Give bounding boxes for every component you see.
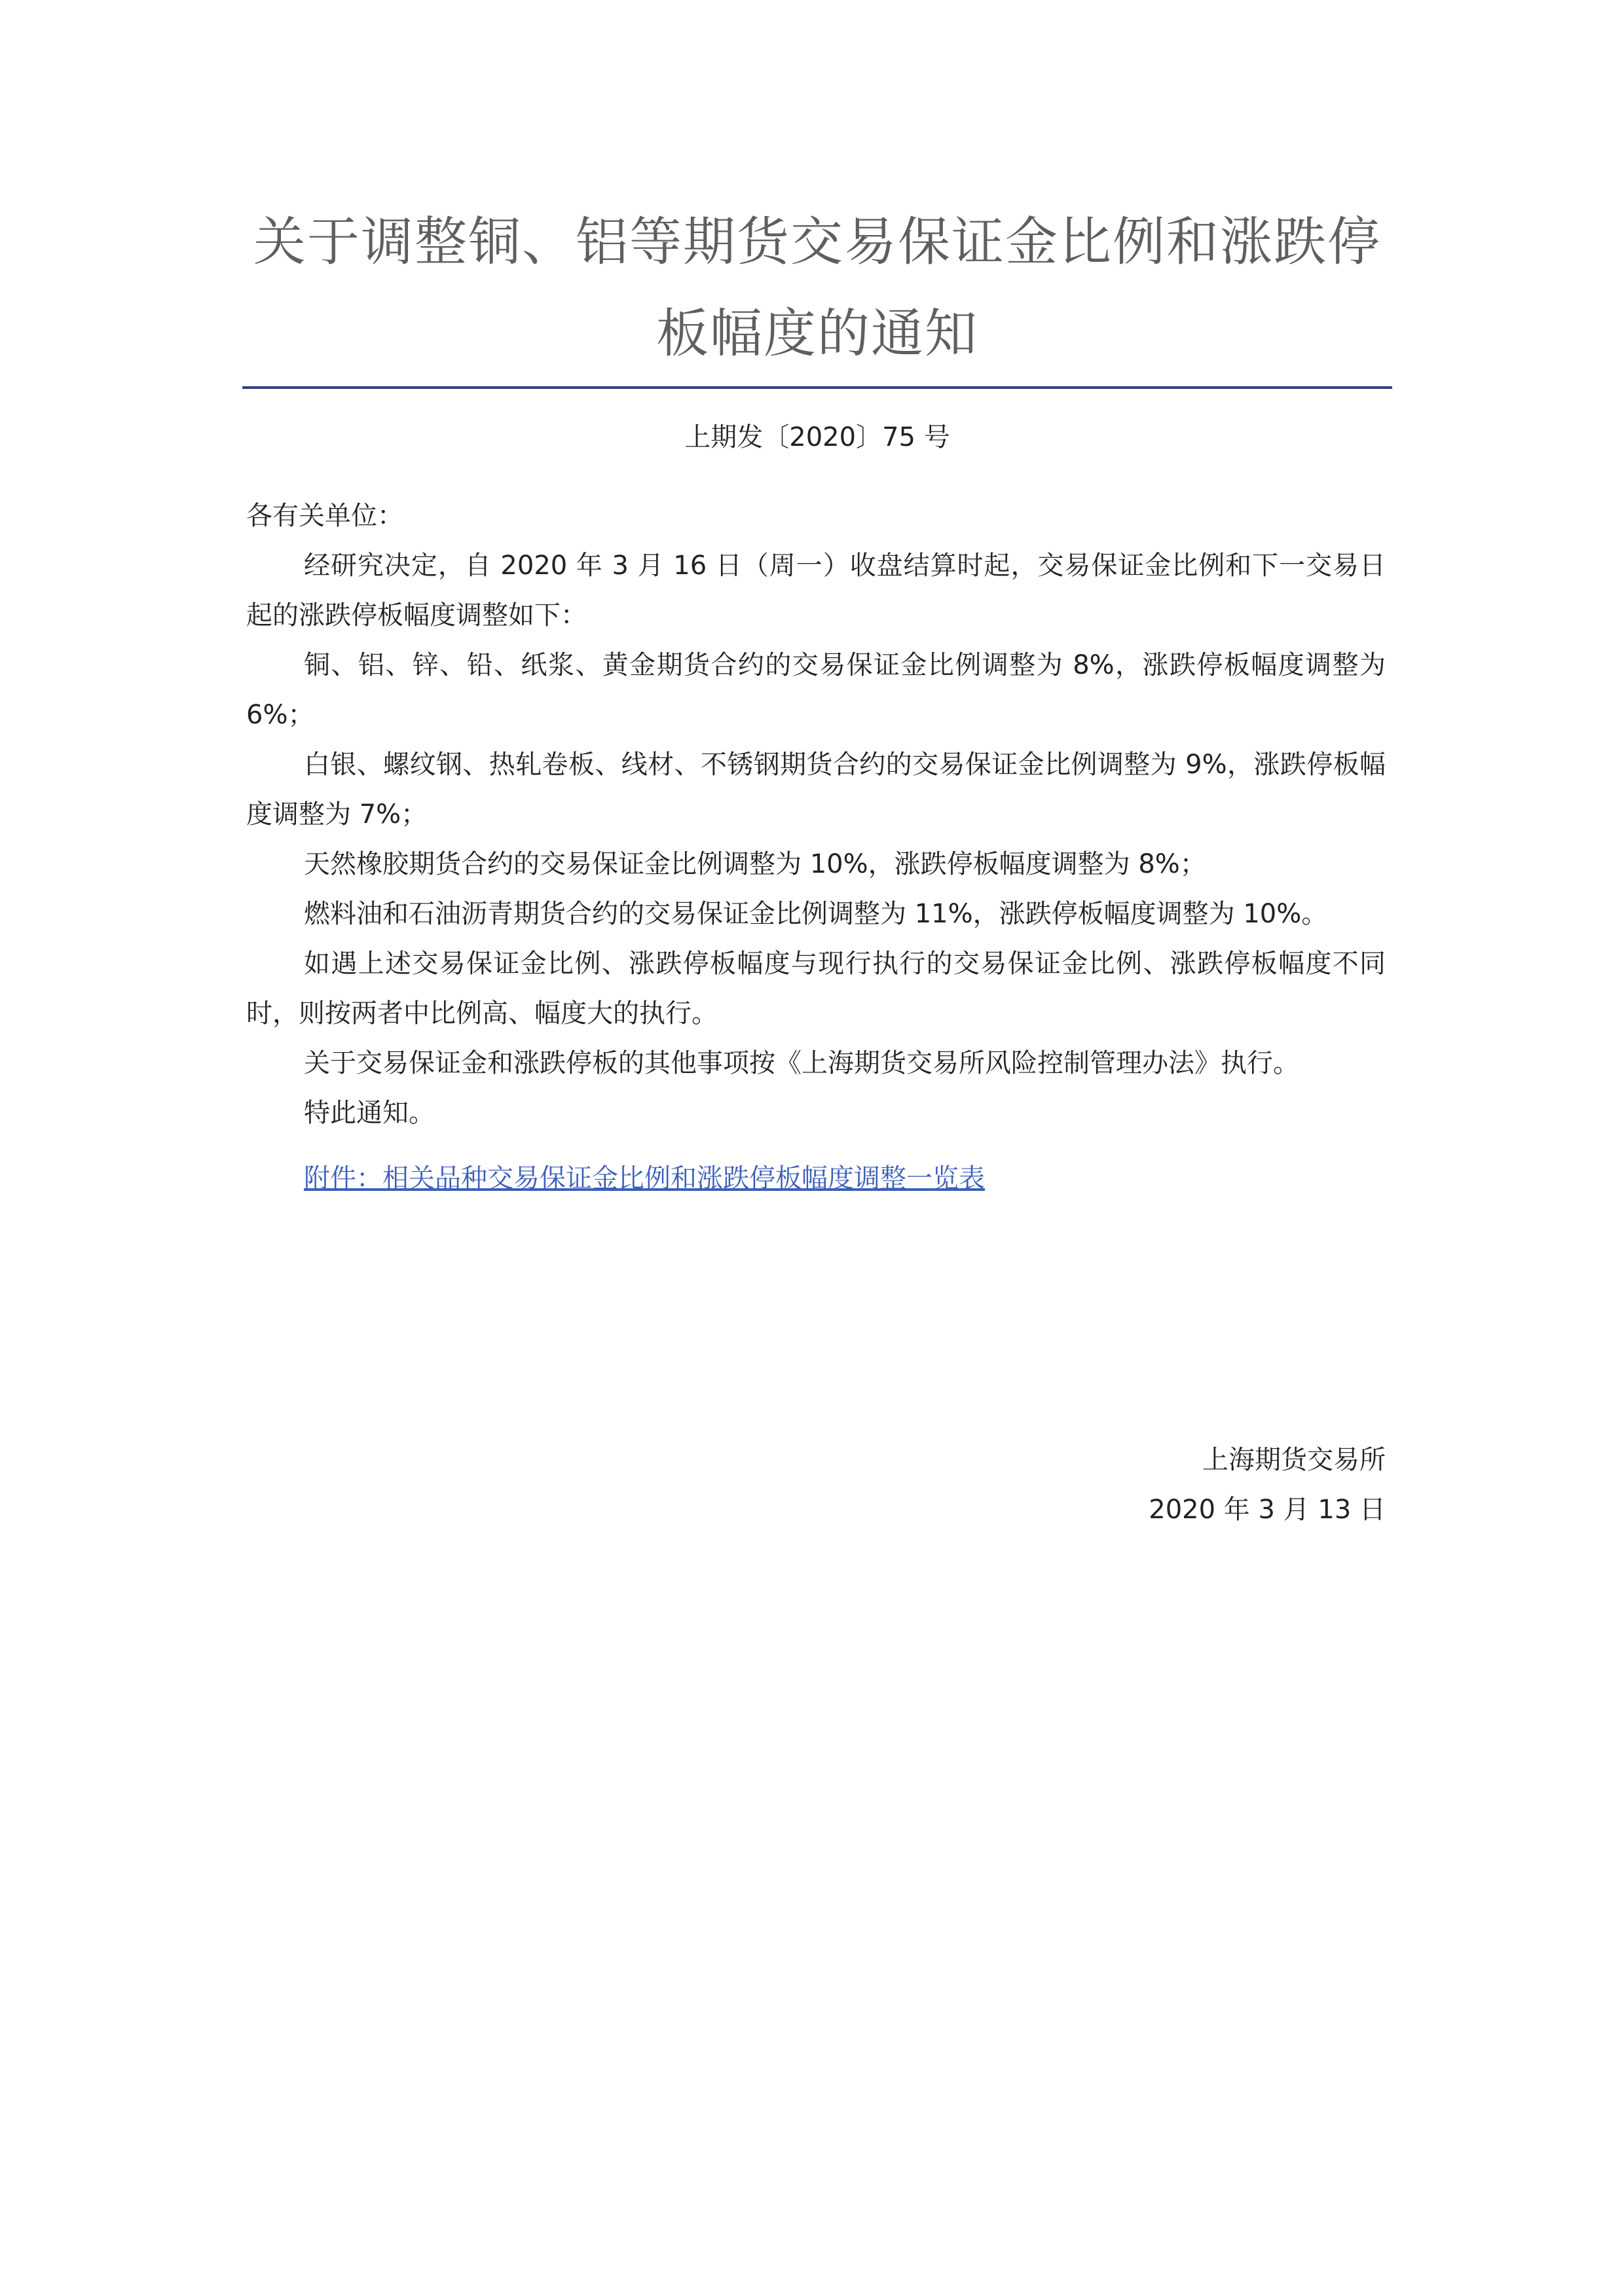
paragraph-other-matters: 关于交易保证金和涨跌停板的其他事项按《上海期货交易所风险控制管理办法》执行。: [304, 1048, 1299, 1078]
signature-block: [851, 1435, 1386, 1535]
paragraph-fuel-oil: 燃料油和石油沥青期货合约的交易保证金比例调整为 11%，涨跌停板幅度调整为 10%。: [304, 899, 1328, 929]
paragraph-conflict-rule: 如遇上述交易保证金比例、涨跌停板幅度与现行执行的交易保证金比例、涨跌停板幅度不同时，则按两者中比例高、幅度大的执行。: [246, 949, 1386, 1029]
attachment-link[interactable]: 附件：相关品种交易保证金比例和涨跌停板幅度调整一览表: [304, 1163, 985, 1194]
issue-date: 2020 年 3 月 13 日: [1149, 1495, 1386, 1525]
paragraph-decision: 经研究决定，自 2020 年 3 月 16 日（周一）收盘结算时起，交易保证金比例和下一交易日起的涨跌停板幅度调整如下：: [246, 551, 1386, 630]
issuer-name: 上海期货交易所: [1202, 1445, 1386, 1475]
title-divider: [242, 386, 1392, 389]
paragraph-silver-group: 白银、螺纹钢、热轧卷板、线材、不锈钢期货合约的交易保证金比例调整为 9%，涨跌停板幅度调整为 7%；: [246, 750, 1386, 829]
paragraph-copper-group: 铜、铝、锌、铅、纸浆、黄金期货合约的交易保证金比例调整为 8%，涨跌停板幅度调整为 6%；: [246, 650, 1386, 730]
paragraph-rubber: 天然橡胶期货合约的交易保证金比例调整为 10%，涨跌停板幅度调整为 8%；: [304, 849, 1206, 879]
document-number: 上期发〔2020〕75 号: [684, 422, 950, 452]
document-title: 关于调整铜、铝等期货交易保证金比例和涨跌停板幅度的通知: [253, 211, 1381, 364]
salutation: 各有关单位：: [246, 501, 403, 531]
document-body: [246, 491, 1386, 1138]
paragraph-closing: 特此通知。: [304, 1098, 435, 1128]
